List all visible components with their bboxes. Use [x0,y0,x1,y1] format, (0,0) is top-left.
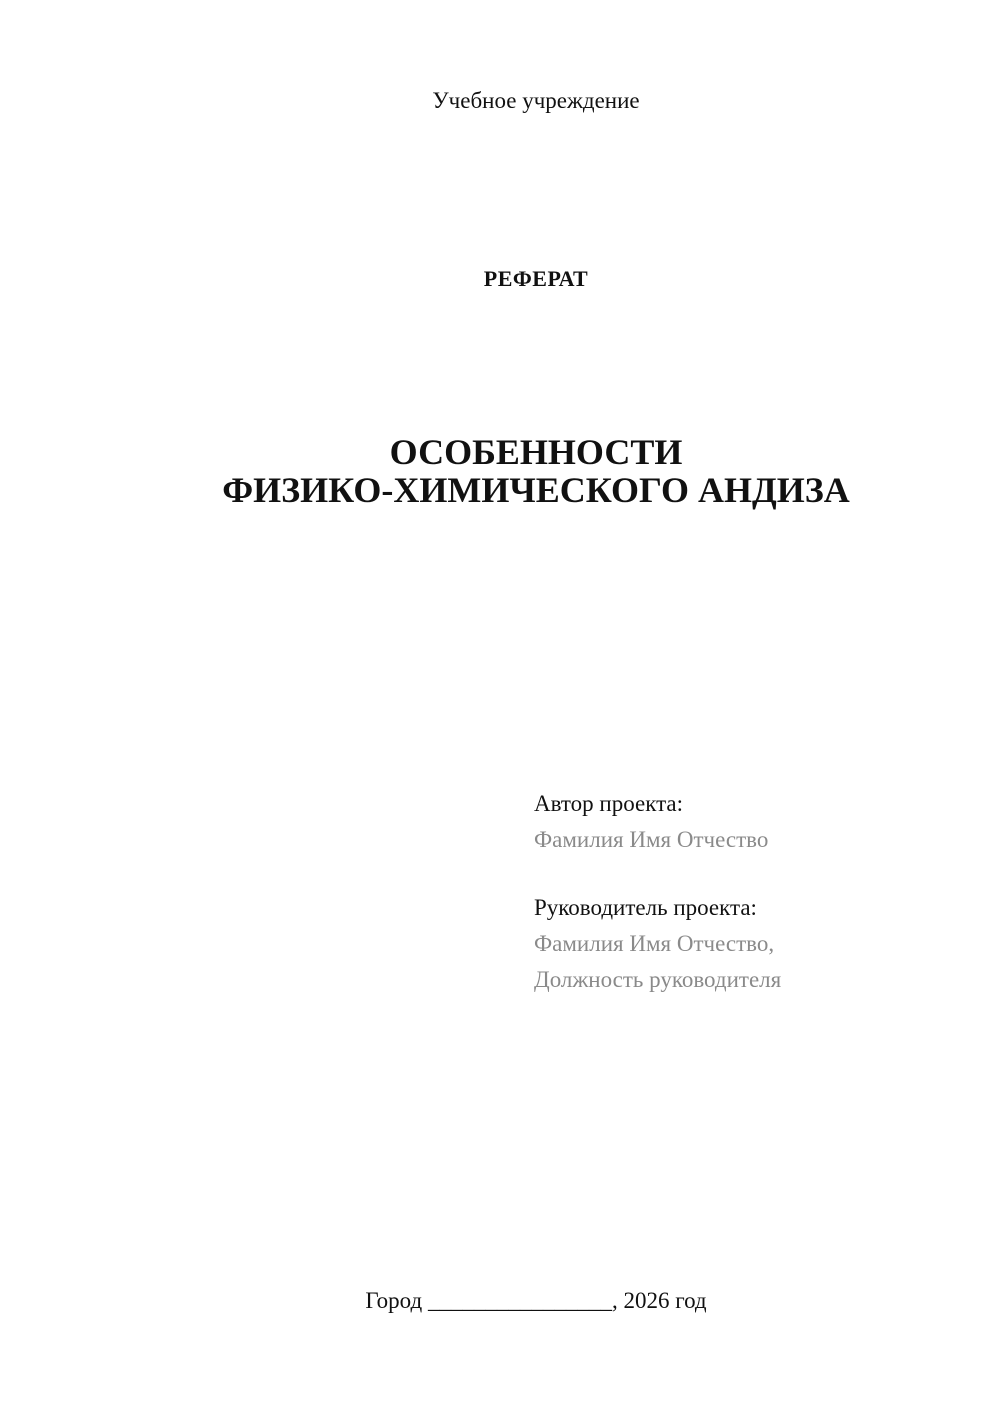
credits-spacer [534,858,954,890]
document-title-line-1: ОСОБЕННОСТИ [389,432,683,472]
supervisor-name: Фамилия Имя Отчество, [534,931,775,956]
institution-name: Учебное учреждение [432,88,640,113]
supervisor-label: Руководитель проекта: [534,895,757,920]
credits-block [534,786,954,998]
document-title-line-2: ФИЗИКО-ХИМИЧЕСКОГО АНДИЗА [222,470,850,510]
document-type: РЕФЕРАТ [483,266,589,291]
author-label: Автор проекта: [534,791,683,816]
document-title [0,433,1000,509]
author-name: Фамилия Имя Отчество [534,827,769,852]
supervisor-position: Должность руководителя [534,967,782,992]
city-year-line: Город ________________, 2026 год [365,1288,707,1313]
